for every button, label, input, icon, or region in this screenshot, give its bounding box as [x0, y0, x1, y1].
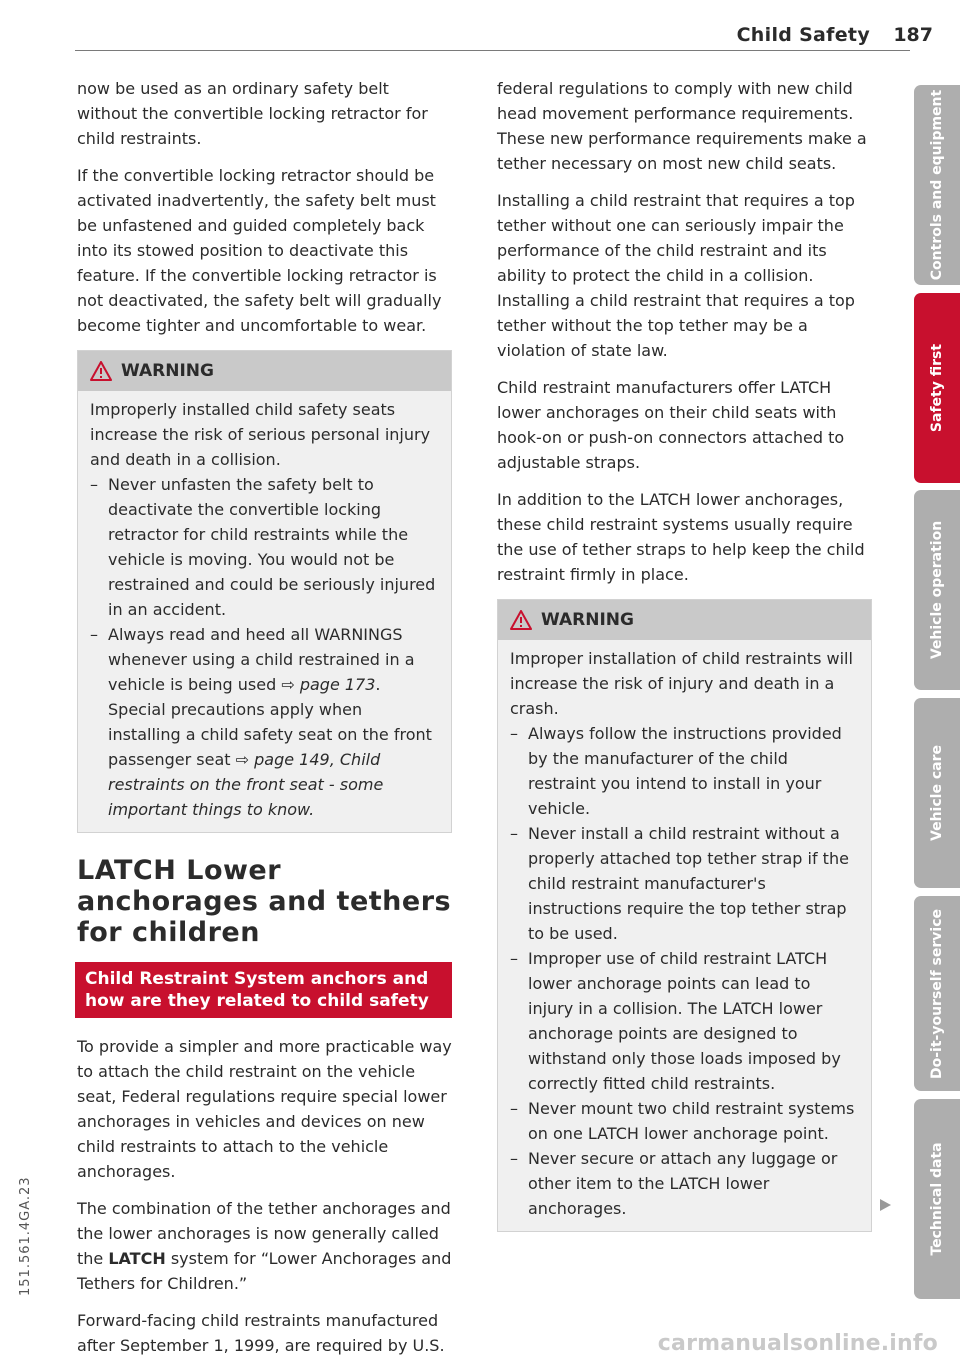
page-reference-link[interactable]: ⇨ page 173 [281, 675, 376, 694]
warning-item: – Improper use of child restraint LATCH lower anchorage points can lead to injury in a collision. The LATCH lower anchorage points are designed to withstand only those loads imposed by correctly fitted child restraints. [510, 946, 859, 1096]
warning-list [510, 721, 859, 1221]
tab-controls-and-equipment[interactable] [914, 85, 960, 285]
right-column [497, 76, 872, 1250]
paragraph: Forward-facing child restraints manufactured after September 1, 1999, are required by U.S. [77, 1311, 445, 1355]
paragraph: Child restraint manufacturers offer LATCH lower anchorages on their child seats with hook-on or push-on connectors attached to adjustable straps. [497, 378, 845, 472]
warning-title: WARNING [541, 609, 634, 630]
warning-item-text: Always read and heed all WARNINGS whenever using a child restrained in a vehicle is being used [108, 625, 415, 694]
warning-header [78, 351, 451, 391]
paragraph: To provide a simpler and more practicable way to attach the child restraint on the vehicle seat, Federal regulations require special lower anchorages in vehicles and devices on new child restraints to attach to the vehicle anchorages. [77, 1037, 452, 1181]
warning-item: – Never secure or attach any luggage or other item to the LATCH lower anchorages. [510, 1146, 859, 1221]
warning-item [90, 622, 439, 822]
warning-item: – Never unfasten the safety belt to deactivate the convertible locking retractor for child restraints while the vehicle is moving. You would not be restrained and could be seriously injured in an accident. [90, 472, 439, 622]
page-reference-link[interactable]: ⇨ page 149, Child restraints on the front seat - some important things to know. [108, 750, 384, 819]
tab-label: Controls and equipment [929, 89, 945, 281]
warning-triangle-icon [90, 361, 112, 381]
warning-item-text: . Special precautions apply when installing a child safety seat on the front passenger seat [108, 675, 432, 769]
tab-label: Technical data [929, 1142, 945, 1256]
warning-body [78, 391, 451, 832]
paragraph: now be used as an ordinary safety belt without the convertible locking retractor for child restraints. [77, 79, 428, 148]
warning-title: WARNING [121, 360, 214, 381]
document-code: 151.561.4GA.23 [18, 1176, 33, 1296]
tab-vehicle-operation[interactable] [914, 490, 960, 690]
paragraph: If the convertible locking retractor should be activated inadvertently, the safety belt must be unfastened and guided completely back into its stowed position to deactivate this feature. If the convertible locking retractor is not deactivated, the safety belt will gradually become tighter and uncomfortable to wear. [77, 166, 442, 335]
subsection-banner: Child Restraint System anchors and how are they related to child safety [75, 962, 452, 1018]
running-header-title: Child Safety [736, 24, 870, 46]
left-column [77, 76, 452, 1370]
paragraph-text: system for “Lower Anchorages and Tethers for Children.” [77, 1249, 452, 1293]
paragraph: Installing a child restraint that requires a top tether without one can seriously impair the performance of the child restraint and its ability to protect the child in a collision. Installing a child restraint that requires a top tether without the top tether may be a violation of state law. [497, 191, 855, 360]
tab-vehicle-care[interactable] [914, 698, 960, 888]
warning-header [498, 600, 871, 640]
warning-box [77, 350, 452, 833]
tab-safety-first[interactable] [914, 293, 960, 483]
warning-intro: Improperly installed child safety seats increase the risk of serious personal injury and death in a collision. [90, 400, 431, 469]
warning-body [498, 640, 871, 1231]
tab-label: Vehicle care [929, 745, 945, 841]
continue-arrow-icon [878, 1198, 892, 1212]
latch-term: LATCH [108, 1249, 166, 1268]
paragraph [77, 1196, 452, 1296]
paragraph: In addition to the LATCH lower anchorages, these child restraint systems usually require the use of tether straps to help keep the child restraint firmly in place. [497, 490, 865, 584]
watermark: carmanualsonline.info [657, 1331, 938, 1356]
warning-item: – Always follow the instructions provided by the manufacturer of the child restraint you intend to install in your vehicle. [510, 721, 859, 821]
page-number: 187 [893, 24, 933, 46]
tab-technical-data[interactable] [914, 1099, 960, 1299]
tab-label: Safety first [929, 343, 945, 433]
warning-box [497, 599, 872, 1232]
paragraph: federal regulations to comply with new child head movement performance requirements. These new performance requirements make a tether necessary on most new child seats. [497, 79, 867, 173]
tab-label: Vehicle operation [929, 520, 945, 660]
side-navigation [912, 0, 960, 1361]
section-heading: LATCH Lower anchorages and tethers for children [77, 855, 452, 948]
tab-label: Do-it-yourself service [929, 908, 945, 1079]
warning-list [90, 472, 439, 822]
warning-triangle-icon [510, 610, 532, 630]
warning-item: – Never mount two child restraint systems on one LATCH lower anchorage point. [510, 1096, 859, 1146]
warning-item: – Never install a child restraint without a properly attached top tether strap if the child restraint manufacturer's instructions require the top tether strap to be used. [510, 821, 859, 946]
tab-do-it-yourself-service[interactable] [914, 896, 960, 1091]
paragraph-text: The combination of the tether anchorages and the lower anchorages is now generally called the [77, 1199, 451, 1268]
header-rule [75, 50, 910, 51]
warning-intro: Improper installation of child restraints will increase the risk of injury and death in a crash. [510, 649, 853, 718]
